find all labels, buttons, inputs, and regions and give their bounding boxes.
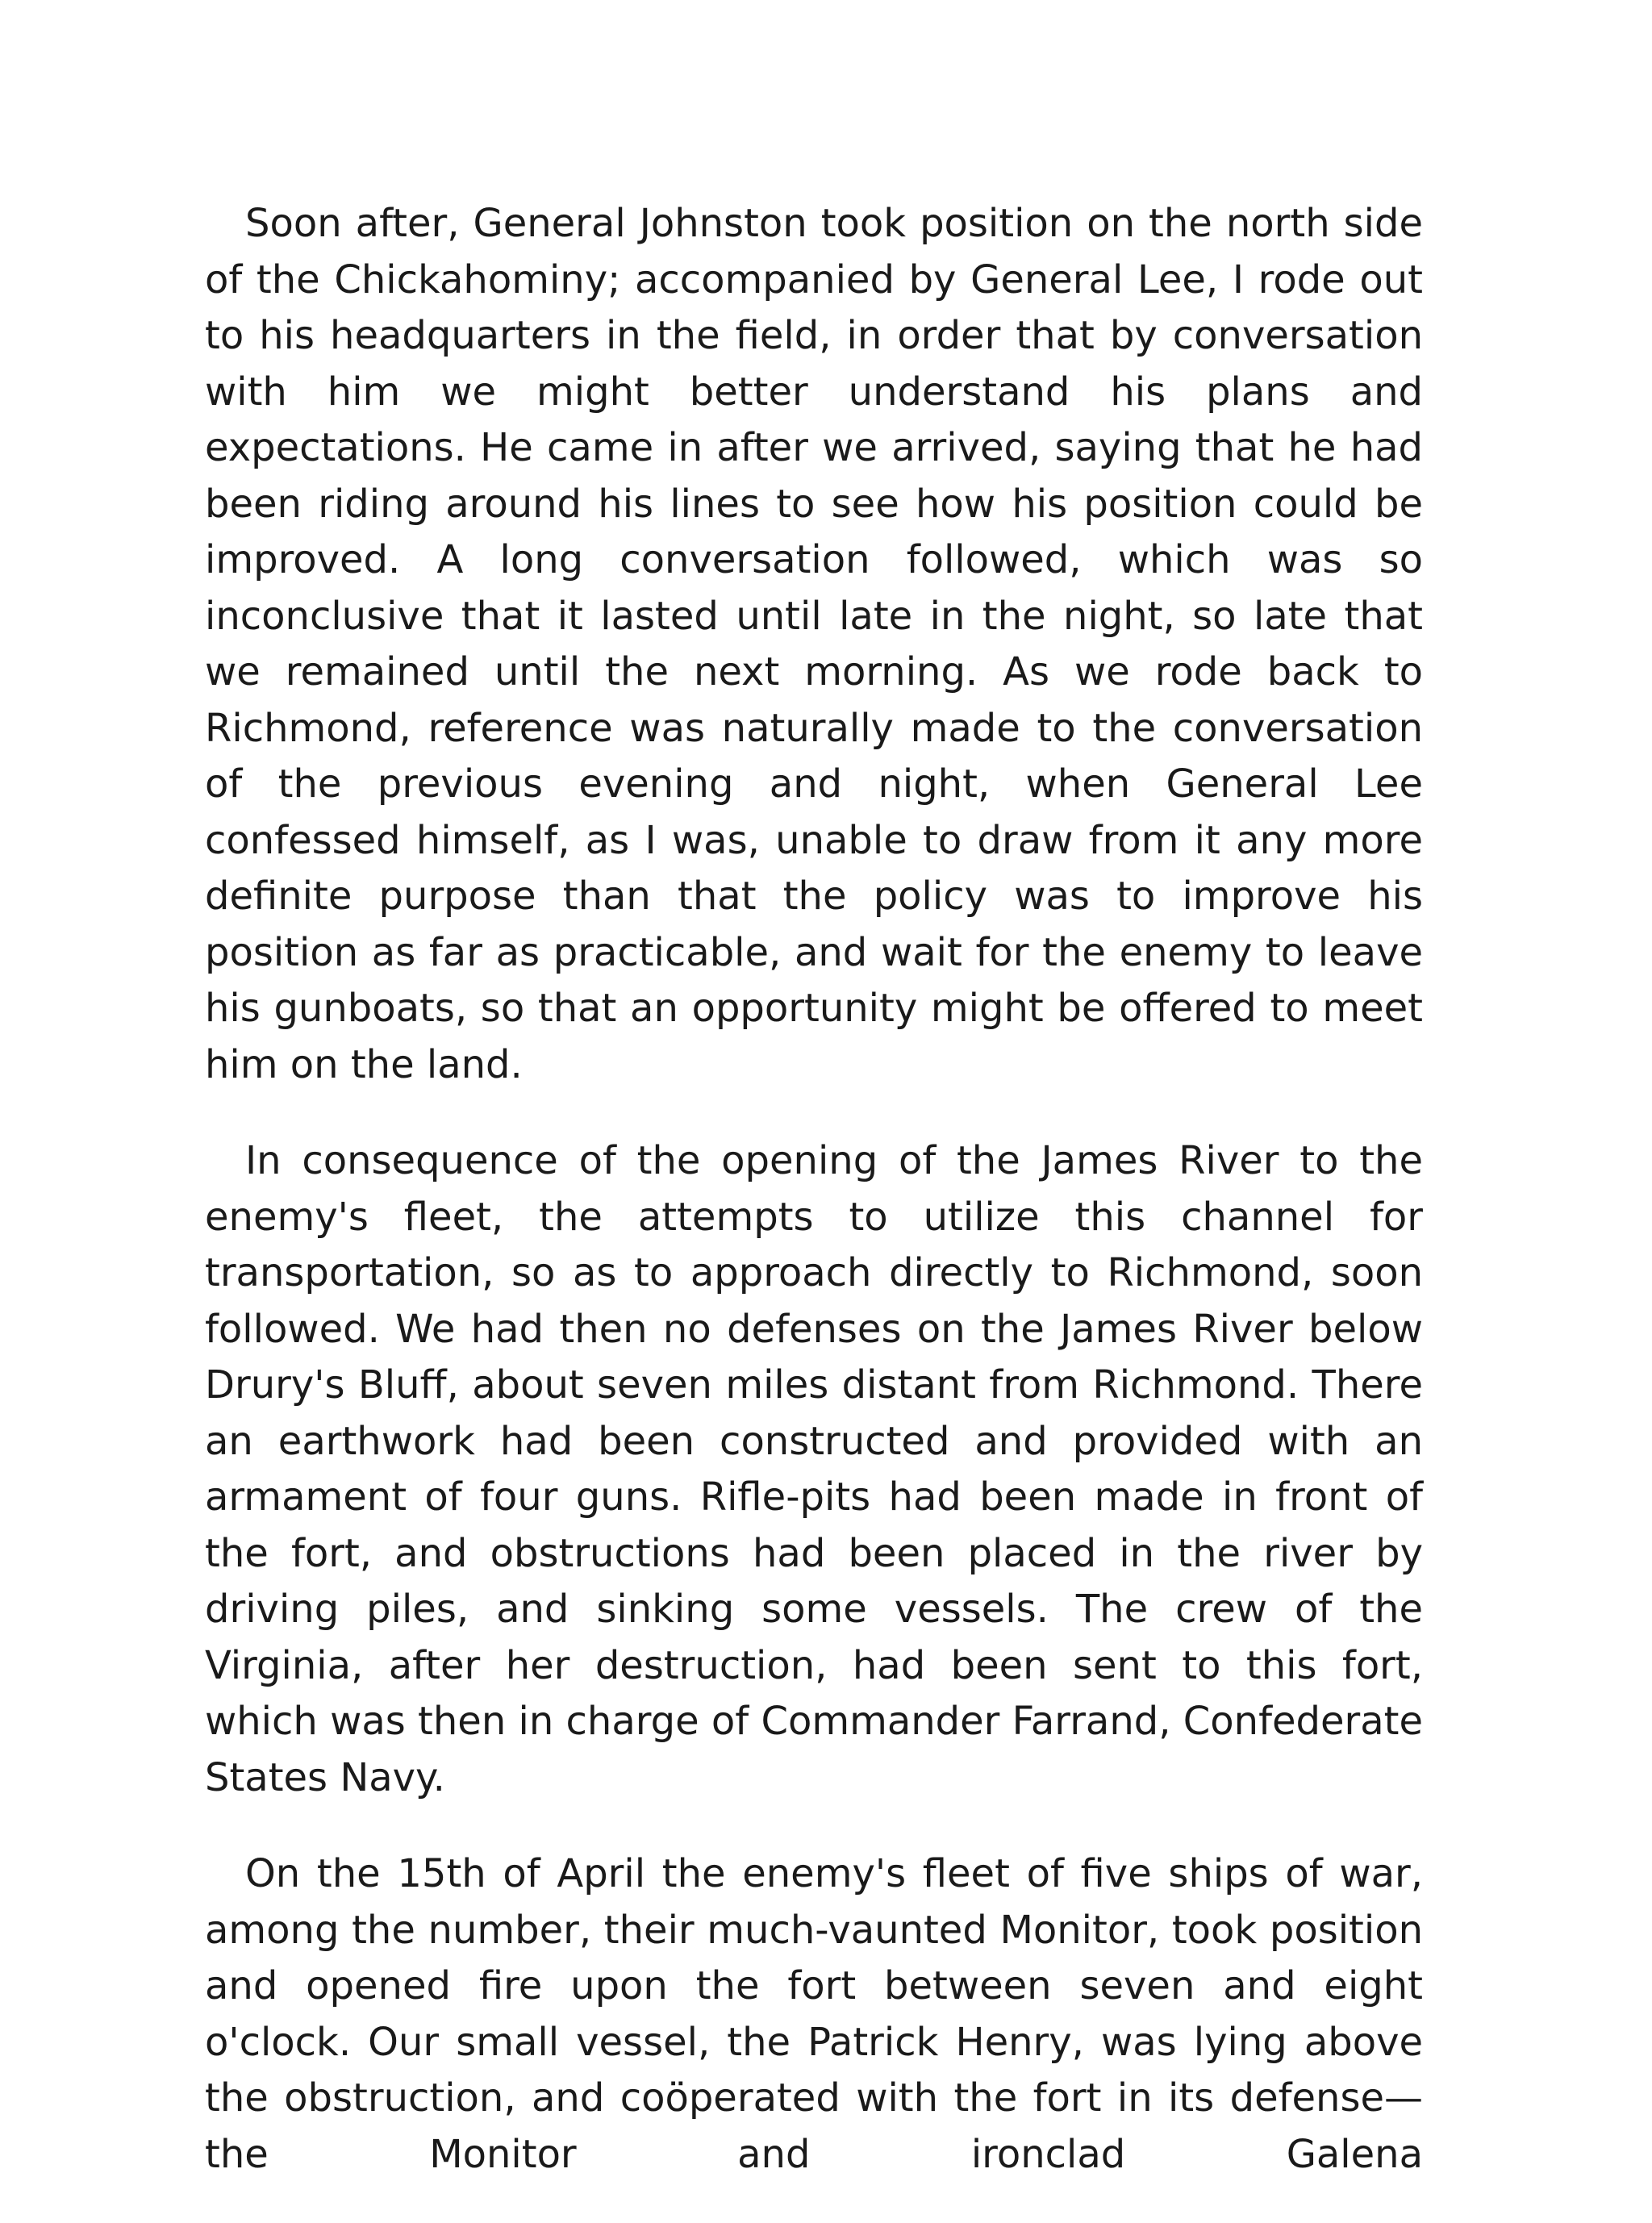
paragraph-fleet-attack: On the 15th of April the enemy's fleet of five ships of war, among the number, their much-vaunted Monitor, took position and opened fire upon the fort between seven and eight o'clock. Our small vessel, the Patrick Henry, was lying above the obstruction, and coöperated with the fort in its defense—the Monitor and ironclad Galena [205,1851,1423,2177]
body-text [205,196,1423,2223]
paragraph-johnston-headquarters: Soon after, General Johnston took position on the north side of the Chickahominy; accompanied by General Lee, I rode out to his headquarters in the field, in order that by conversation with him we might better understand his plans and expectations. He came in after we arrived, saying that he had been riding around his lines to see how his position could be improved. A long conversation followed, which was so inconclusive that it lasted until late in the night, so late that we remained until the next morning. As we rode back to Richmond, reference was naturally made to the conversation of the previous evening and night, when General Lee confessed himself, as I was, unable to draw from it any more definite purpose than that the policy was to improve his position as far as practicable, and wait for the enemy to leave his gunboats, so that an opportunity might be offered to meet him on the land. [205,201,1423,1087]
paragraph-james-river-defenses: In consequence of the opening of the James River to the enemy's fleet, the attempts to utilize this channel for transportation, so as to approach directly to Richmond, soon followed. We had then no defenses on the James River below Drury's Bluff, about seven miles distant from Richmond. There an earthwork had been constructed and provided with an armament of four guns. Rifle-pits had been made in front of the fort, and obstructions had been placed in the river by driving piles, and sinking some vessels. The crew of the Virginia, after her destruction, had been sent to this fort, which was then in charge of Commander Farrand, Confederate States Navy. [205,1138,1423,1800]
